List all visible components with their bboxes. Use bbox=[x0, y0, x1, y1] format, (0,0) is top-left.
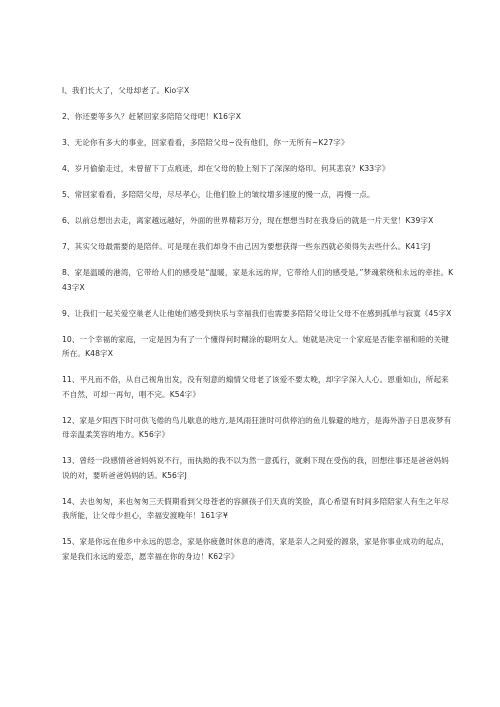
list-item: 6、以前总想出去走，离家越远越好，外面的世界精彩万分，现在想想当时在我身后的就是一片天堂！K39字X bbox=[62, 216, 434, 225]
list-item: 3、无论你有多大的事业，回家看看，多陪陪父母~没有他们，你一无所有~K27字》 bbox=[62, 138, 349, 147]
list-item: 11、平凡而不俗，从自己视角出发，没有刻意的煽情父母老了该爱不要太晚，却字字深入人心。恩重如山，所起来不自然，可却一再句，唱不完。K54字》 bbox=[62, 375, 449, 399]
list-item: 10、一个幸福的家庭，一定是因为有了一个懂得何时糊涂的聪明女人。她就是决定一个家庭是否能幸福和睦的关键所在。K48字X bbox=[62, 334, 449, 358]
list-item: 9、让我们一起关爱空巢老人让他她们感受到快乐与幸福我们也需要多陪陪父母让父母不在感到孤单与寂寞《45字X bbox=[62, 308, 452, 318]
list-item: 15、家是你远在他乡中永远的思念，家是你疲惫时休息的港湾，家是亲人之间爱的源泉，家是你事业成功的起点，家是我们永远的爱恋，愿幸福在你的身边！K62字》 bbox=[62, 537, 449, 561]
list-item: 13、曾经一段感情爸爸妈妈说不行，而执拗的我不以为然一意孤行，就剩下现在受伤的我，回想往事还是爸爸妈妈说的对，要听爸爸妈妈的话。K56字J bbox=[62, 456, 449, 480]
list-item: 12、家是夕阳西下时可供飞倦的鸟儿歇息的地方,是风雨狂泄时可供停泊的鱼儿躲避的地方，是海外游子日思夜梦有母亲温柔笑容的地方。K56字》 bbox=[62, 415, 452, 439]
list-item: 4、岁月偷偷走过，未曾留下丁点痕迹，却在父母的脸上刻下了深深的烙印。何其悲哀？K33字》 bbox=[62, 164, 390, 173]
list-item: 5、常回家看看，多陪陪父母，尽尽孝心，让他们脸上的皱纹增多速度的慢一点，再慢一点。 bbox=[62, 190, 375, 199]
list-item: 2、你还要等多久？赶紧回家多陪陪父母吧！K16字X bbox=[62, 112, 242, 121]
list-item: 14、去也匆匆，来也匆匆三天假期看到父母苍老的容颜孩子们天真的笑脸，真心希望有时间多陪陪家人有生之年尽我所能，让父母少担心，幸福安渡晚年！161字¥ bbox=[62, 496, 449, 520]
list-item: l、我们长大了，父母却老了。Kio字X bbox=[62, 86, 190, 95]
document-body bbox=[62, 84, 454, 576]
list-item: 7、其实父母最需要的是陪伴。可是现在我们却身不由己因为要想获得一些东西就必须得失去些什么。K41字J bbox=[62, 242, 431, 251]
list-item: 8、家是温暖的港湾，它带给人们的感受是“温暖，家是永远的岸，它带给人们的感受是。”梦魂萦绕和永远的牵挂。K43字X bbox=[62, 268, 454, 292]
